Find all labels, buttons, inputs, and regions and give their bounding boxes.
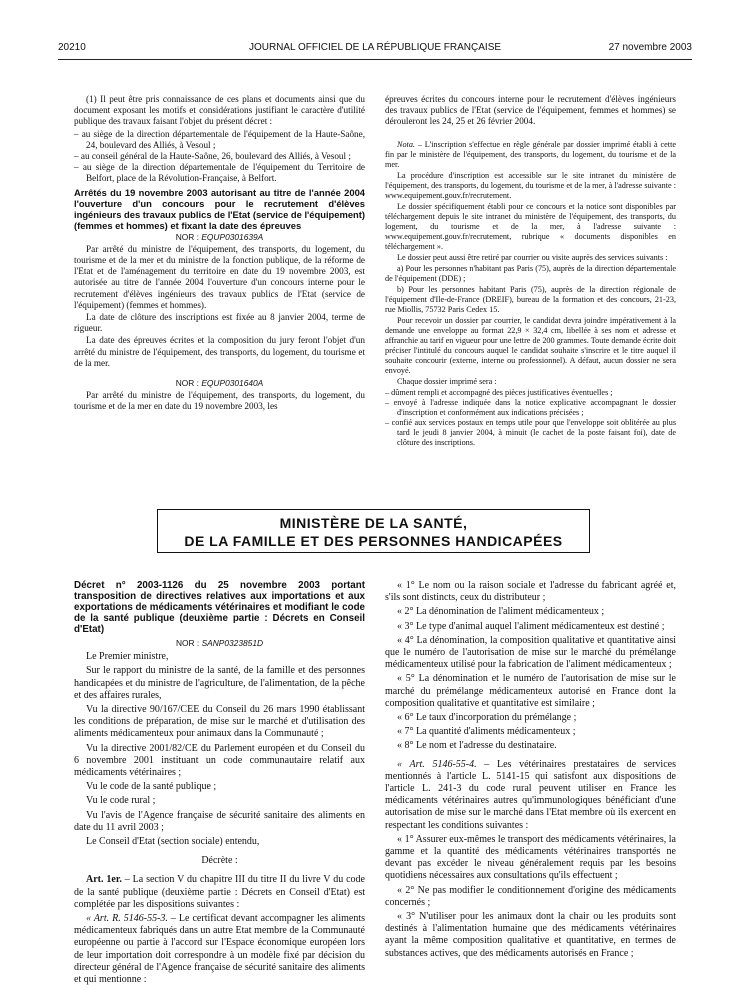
ministry-line-1: MINISTÈRE DE LA SANTÉ, [279, 515, 468, 531]
list-item: « 7° La quantité d'aliments médicamenteux ; [397, 726, 576, 738]
paragraph: b) Pour les personnes habitant Paris (75), auprès de la direction régionale de l'équipement d'Ile-de-France (DREIF), bureau de la formation et des concours, 21-23, rue Miollis, 75732 Paris Cedex 15. [385, 284, 676, 314]
article-text: – La section V du chapitre III du titre II du livre V du code de la santé publique (deuxième partie : Décrets en Conseil d'Etat) est complétée par les dispositions suivantes : [74, 874, 365, 910]
top-right-column [385, 94, 676, 450]
decrete-heading: Décrète : [201, 855, 238, 867]
paragraph: a) Pour les personnes n'habitant pas Paris (75), auprès de la direction départementale de l'équipement (DDE) ; [385, 263, 676, 283]
article-1 [74, 874, 365, 911]
nor-label: NOR : [175, 231, 202, 242]
paragraph: Vu la directive 90/167/CEE du Conseil du 26 mars 1990 établissant les conditions de préparation, de mise sur le marché et d'utilisation des aliments médicamenteux pour animaux dans la Communauté ; [74, 704, 365, 740]
paragraph: Le dossier peut aussi être retiré par courrier ou visite auprès des services suivants : [397, 252, 668, 262]
article-text: – Le certificat devant accompagner les aliments médicamenteux fabriqués dans un autre Etat membre de la Communauté européenne ou partie à l'accord sur l'Espace économique européen lors de leur importation doit correspondre à un modèle fixé par décision du directeur général de l'Agence française de sécurité sanitaire des aliments et qui mentionne : [74, 913, 365, 986]
nor-code: EQUP0301640A [201, 378, 264, 389]
nor-reference [74, 232, 365, 243]
nor-label: NOR : [175, 638, 202, 648]
arrete-title: Arrêtés du 19 novembre 2003 autorisant au titre de l'année 2004 l'ouverture d'un concours pour le recrutement d'élèves ingénieurs des travaux publics de l'Etat (service de l'équipement) (femmes et hommes) et fixant la date des épreuves [74, 186, 366, 231]
list-item: – au siège de la direction départementale de l'équipement du Territoire de Belfort, place de la Révolution-Française, à Belfort. [74, 162, 365, 184]
article-r5146-55-3 [74, 913, 365, 986]
list-item: « 2° Ne pas modifier le conditionnement d'origine des médicaments concernés ; [385, 884, 676, 908]
journal-title: JOURNAL OFFICIEL DE LA RÉPUBLIQUE FRANÇAISE [248, 42, 502, 53]
paragraph: Vu l'avis de l'Agence française de sécurité sanitaire des aliments en date du 11 avril 2003 ; [74, 809, 365, 833]
paragraph: Par arrêté du ministre de l'équipement, des transports, du logement, du tourisme et de la mer en date du 19 novembre 2003, les [74, 390, 365, 412]
nota-block [385, 140, 676, 448]
paragraph: Le dossier spécifiquement établi pour ce concours et la notice sont disponibles par téléchargement depuis le site intranet du ministère de l'équipement, des transports, du logement, du tourisme et de la mer, à l'adresse suivante : www.equipement.gouv.fr/recrutement, rubrique « documents disponibles en téléchargement ». [385, 201, 676, 251]
paragraph: Vu le code rural ; [86, 795, 156, 807]
article-5146-55-4 [385, 759, 676, 832]
paragraph: Vu le code de la santé publique ; [86, 781, 217, 793]
paragraph: Vu la directive 2001/82/CE du Parlement européen et du Conseil du 6 novembre 2001 instituant un code communautaire relatif aux médicaments vétérinaires ; [74, 742, 365, 779]
list-item: – envoyé à l'adresse indiquée dans la notice explicative accompagnant le dossier d'inscription et conformément aux indications précisées ; [385, 398, 676, 418]
paragraph: La date de clôture des inscriptions est fixée au 8 janvier 2004, terme de rigueur. [74, 312, 365, 334]
nor-reference [74, 637, 365, 649]
decret-title: Décret n° 2003-1126 du 25 novembre 2003 portant transposition de directives relatives aux importations et aux exportations de médicaments vétérinaires et modifiant le code de la santé publique (deuxième partie : Décrets en Conseil d'Etat) [74, 580, 365, 635]
article-label: « Art. 5146-55-4. [397, 758, 477, 770]
header-rule [58, 59, 692, 60]
address-list [74, 129, 365, 185]
nota-paragraph [385, 140, 676, 170]
article-text: – Les vétérinaires prestataires de services mentionnés à l'article L. 5141-15 qui satisfont aux dispositions de l'article L. 241-3 du code rural peuvent utiliser en France les médicaments vétérinaires autres qu'immunologiques bénéficiant d'une autorisation de mise sur le marché dans l'Etat membre où ils exercent en respectant les conditions suivantes : [385, 758, 676, 831]
page-header [58, 42, 692, 56]
list-item: – au siège de la direction départementale de l'équipement de la Haute-Saône, 24, boulevard des Alliés, à Vesoul ; [74, 129, 365, 151]
paragraph: La date des épreuves écrites et la composition du jury feront l'objet d'un arrêté du ministre de l'équipement, des transports, du logement, du tourisme et de la mer. [74, 335, 365, 368]
footnote-intro: (1) Il peut être pris connaissance de ces plans et documents ainsi que du document exposant les motifs et considérations justifiant le caractère d'utilité publique des travaux faisant l'objet du présent décret : [74, 94, 365, 127]
requirements-list [385, 388, 676, 448]
nor-code: SANP0323851D [201, 638, 264, 648]
ministry-banner [157, 509, 590, 553]
list-item: – confié aux services postaux en temps utile pour que l'enveloppe soit oblitérée au plus tard le jeudi 8 janvier 2004, à minuit (le cachet de la poste faisant foi), date de clôture des inscriptions. [385, 418, 676, 448]
article-label: « Art. R. 5146-55-3. [86, 913, 168, 925]
paragraph: épreuves écrites du concours interne pour le recrutement d'élèves ingénieurs des travaux publics de l'Etat (service de l'équipement, femmes et hommes) se dérouleront les 24, 25 et 26 février 2004. [385, 94, 676, 127]
nota-label: Nota. [397, 139, 415, 149]
nor-reference [74, 378, 365, 389]
paragraph: Pour recevoir un dossier par courrier, le candidat devra joindre impérativement à la demande une enveloppe au format 22,9 × 32,4 cm, libellée à ses nom et adresse et affranchie au tarif en vigueur pour une lettre de 200 grammes. Toute demande écrite doit préciser l'intitulé du concours auquel le candidat souhaite s'inscrire et le titre auquel il souhaite concourir (externe, interne ou professionnel). A défaut, aucun dossier ne sera envoyé. [385, 315, 676, 375]
list-item: – dûment rempli et accompagné des pièces justificatives éventuelles ; [385, 388, 676, 398]
list-item: « 3° Le type d'animal auquel l'aliment médicamenteux est destiné ; [397, 620, 665, 632]
list-item: « 4° La dénomination, la composition qualitative et quantitative ainsi que le numéro de l'autorisation de mise sur le marché du prémélange médicamenteux utilisé pour la fabrication de l'aliment médicamenteux ; [385, 634, 676, 671]
list-item: « 6° Le taux d'incorporation du prémélange ; [397, 712, 577, 724]
paragraph: Sur le rapport du ministre de la santé, de la famille et des personnes handicapées et du ministre de l'agriculture, de l'alimentation, de la pêche et des affaires rurales, [74, 665, 365, 701]
nota-text: – L'inscription s'effectue en règle générale par dossier imprimé établi à cette fin par le ministère de l'équipement, des transports, du logement, du tourisme et de la mer. [385, 139, 676, 169]
list-item: « 1° Le nom ou la raison sociale et l'adresse du fabricant agréé et, s'ils sont distincts, ceux du distributeur ; [385, 580, 676, 604]
article-label: Art. 1er. [86, 874, 122, 886]
paragraph: Le Conseil d'Etat (section sociale) entendu, [86, 836, 260, 848]
list-item: – au conseil général de la Haute-Saône, 26, boulevard des Alliés, à Vesoul ; [74, 151, 365, 162]
page-number: 20210 [58, 42, 86, 53]
paragraph: Chaque dossier imprimé sera : [397, 376, 497, 386]
paragraph: Le Premier ministre, [86, 651, 169, 663]
list-item: « 3° N'utiliser pour les animaux dont la chair ou les produits sont destinés à l'alimentation humaine que des médicaments vétérinaires ayant la même composition qualitative et quantitative, en termes de substances actives, que des médicaments autorisés en France ; [385, 911, 676, 959]
nor-code: EQUP0301639A [201, 231, 264, 242]
list-item: « 5° La dénomination et le numéro de l'autorisation de mise sur le marché du prémélange médicamenteux autorisé en France dont la composition qualitative et quantitative est similaire ; [385, 673, 676, 709]
ministry-line-2: DE LA FAMILLE ET DES PERSONNES HANDICAPÉES [184, 533, 563, 549]
list-item: « 2° La dénomination de l'aliment médicamenteux ; [397, 606, 605, 618]
paragraph: Par arrêté du ministre de l'équipement, des transports, du logement, du tourisme et de la mer et du ministre de la fonction publique, de la réforme de l'Etat et de l'aménagement du territoire en date du 19 novembre 2003, est autorisée au titre de l'année 2004 l'ouverture d'un concours interne pour le recrutement d'élèves ingénieurs des travaux publics de l'Etat (service de l'équipement) (femmes et hommes). [74, 243, 365, 310]
bottom-left-column [74, 580, 365, 988]
list-item: « 1° Assurer eux-mêmes le transport des médicaments vétérinaires, la gamme et la quantité des médicaments vétérinaires transportés ne devant pas excéder le niveau généralement requis par les besoins quotidiens nécessaires aux consultations qu'ils effectuent ; [385, 833, 676, 882]
list-item: « 8° Le nom et l'adresse du destinataire. [397, 740, 557, 752]
bottom-right-column [385, 580, 676, 962]
nor-label: NOR : [175, 378, 202, 389]
top-left-column [74, 94, 365, 414]
issue-date: 27 novembre 2003 [608, 42, 692, 53]
paragraph: La procédure d'inscription est accessible sur le site intranet du ministère de l'équipement, des transports, du logement, du tourisme et de la mer, à l'adresse suivante : www.equipement.gouv.fr/recrutement. [385, 170, 676, 200]
